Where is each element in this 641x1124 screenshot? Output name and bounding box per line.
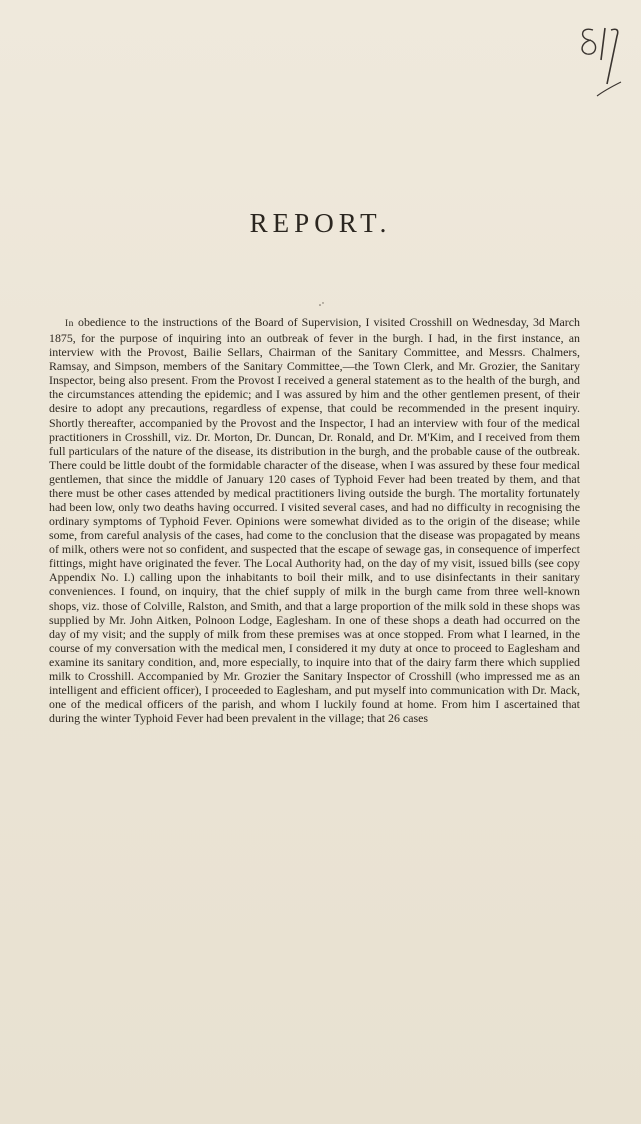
opening-word: In bbox=[65, 319, 74, 329]
paragraph-text: obedience to the instructions of the Board of Supervision, I visited Crosshill on Wednesday, 3d March 1875, for the purpose of inquiring into an outbreak of fever in the burgh. I had, in the first instance, an interview with the Provost, Bailie Sellars, Chairman of the Sanitary Committee, and Messrs. Chalmers, Ramsay, and Simpson, members of the Sanitary Committee,—the Town Clerk, and Mr. Grozier, the Sanitary Inspector, being also present. From the Provost I received a general statement as to the health of the burgh, and the circumstances attending the epidemic; and I was assured by him and the other gentlemen present, of their desire to adopt any precautions, regardless of expense, that could be recommended in the present inquiry. Shortly thereafter, accompanied by the Provost and the Inspector, I had an interview with four of the medical practitioners in Crosshill, viz. Dr. Morton, Dr. Duncan, Dr. Ronald, and Dr. M'Kim, and I received from them full particulars of the nature of the disease, its distribution in the burgh, and the probable cause of the outbreak. There could be little doubt of the formidable character of the disease, when I was assured by these four medical gentlemen, that since the middle of January 120 cases of Typhoid Fever had been treated by them, and that there must be other cases attended by medical practitioners living outside the burgh. The mortality fortunately had been low, only two deaths having occurred. I visited several cases, and had no difficulty in recognising the ordinary symptoms of Typhoid Fever. Opinions were somewhat divided as to the origin of the disease; while some, from careful analysis of the cases, had come to the conclusion that the disease was propagated by means of milk, others were not so confident, and suspected that the escape of sewage gas, in consequence of imperfect fittings, might have originated the fever. The Local Authority had, on the day of my visit, issued bills (see copy Appendix No. I.) calling upon the inhabitants to boil their milk, and to use disinfectants in their sanitary conveniences. I found, on inquiry, that the chief supply of milk in the burgh came from three well-known shops, viz. those of Colville, Ralston, and Smith, and that a large proportion of the milk sold in these shops was supplied by Mr. John Aitken, Polnoon Lodge, Eaglesham. In one of these shops a death had occurred on the day of my visit; and the supply of milk from these premises was at once stopped. From what I learned, in the course of my conversation with the medical men, I considered it my duty at once to proceed to Eaglesham and examine its sanitary condition, and, more especially, to inquire into that of the dairy farm there which supplied milk to Crosshill. Accompanied by Mr. Grozier the Sanitary Inspector of Crosshill (who impressed me as an intelligent and efficient officer), I proceeded to Eaglesham, and put myself into communication with Dr. Mack, one of the medical officers of the parish, and whom I luckily found at home. From him I ascertained that during the winter Typhoid Fever had been prevalent in the village; that 26 cases bbox=[49, 315, 580, 726]
handwritten-folio-mark bbox=[553, 14, 623, 102]
report-paragraph bbox=[49, 315, 580, 725]
report-title: REPORT. bbox=[249, 208, 392, 238]
ink-speck bbox=[318, 301, 326, 307]
